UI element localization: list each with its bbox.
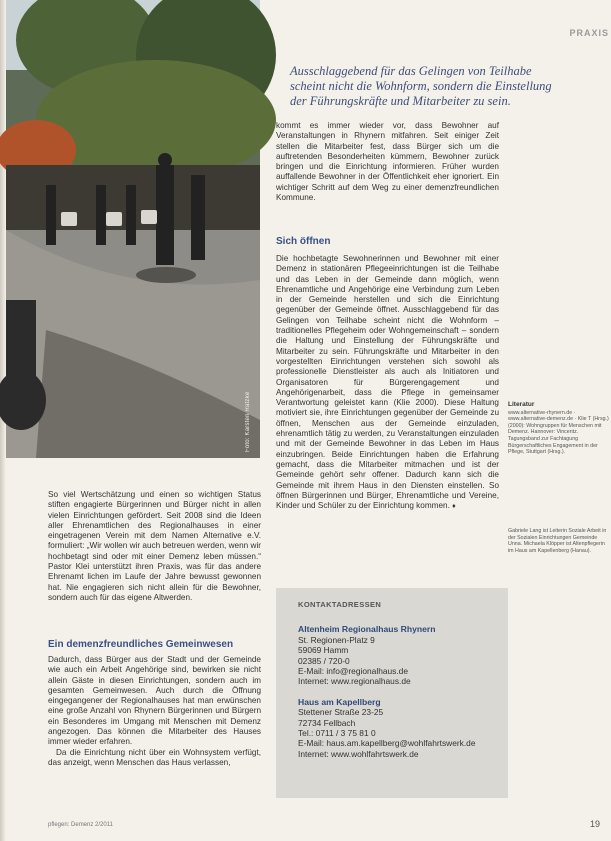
body-paragraph	[276, 254, 499, 512]
literature-title: Literatur	[508, 401, 535, 408]
parade-photo	[6, 0, 260, 458]
contact-city-line: 59069 Hamm	[298, 645, 349, 656]
end-mark: ♦	[452, 503, 456, 511]
contact-email-link[interactable]: E-Mail: info@regionalhaus.de	[298, 666, 408, 677]
left-column-body-2	[48, 655, 261, 768]
heading-sich-oeffnen: Sich öffnen	[276, 236, 331, 247]
body-paragraph: So viel Wertschätzung und einen so wichtigen Status stiften engagierte Bürgerinnen und Bürger nicht in allen vielen Einrichtungen gefördert. Seit 2008 sind die Ideen aller Ehrenamtlichen des Regionalhauses in einer eingetragenen Verein mit dem Namen Alternative e.V. formuliert: „Wir wollen wir auch betreuen werden, wenn wir hochbetagt sind oder mit einer Demenz leben müssen.“ Pastor Klei unterstützt ihren Praxis, was für das andere Ehrenamt lichen im Laufe der Jahre bewusst gewonnen hat. Nie engagieren sich nicht allein für die Bewohner, sondern auch für das eigene Altwerden.	[48, 490, 261, 602]
literature-note	[508, 401, 611, 456]
right-column-body	[276, 254, 499, 512]
contact-website-link[interactable]: Internet: www.regionalhaus.de	[298, 676, 411, 687]
contact-address-line: St. Regionen-Platz 9	[298, 634, 375, 645]
contact-email-link[interactable]: E-Mail: haus.am.kapellberg@wohlfahrtswerk.de	[298, 738, 476, 749]
contact-box	[276, 588, 508, 798]
body-paragraph: Da die Einrichtung nicht über ein Wohnsystem verfügt, das anzeigt, wenn Menschen das Haus verlassen,	[48, 747, 261, 767]
contact-entry	[298, 697, 498, 759]
contact-phone-line: Tel.: 0711 / 3 75 81 0	[298, 728, 376, 739]
body-paragraph-text: Die hochbetagte Sewohnerinnen und Bewohner mit einer Demenz in stationären Pflegeeinrichtungen ist die Teilhabe und das Leben in der Gemeinde dann möglich, wenn Ehrenamtliche und Angehörige eine Verbindung zum Leben in der Gemeinde herstellen und sich die Einrichtung gegenüber der Gemeinde öffnet. Ausschlaggebend für das Gelingen von Teilhabe scheint nicht die Wohnform – traditionelles Pflegeheim oder Wohngemeinschaft – sondern die Haltung und Einstellung der Führungskräfte und Mitarbeiter zu sein. Führungskräfte und Mitarbeiter in den vorgestellten Einrichtungen verstehen sich sowohl als professionelle Dienstleister als auch als Initiatoren und Organisatoren für Bürgerengagement und Angehörigenarbeit, dass die Pflege in gemeinsamer Verantwortung geleistet kann (Klie 2000). Diese Haltung motiviert sie, ihre Einrichtungen gegenüber der Gemeinde zu öffnen, Menschen aus der Gemeinde einzuladen, ehrenamtlich tätig zu werden, zu Veranstaltungen einzuladen und mit der Gemeinde Bewohner in das Leben im Haus einzubringen. Beide Einrichtungen haben die Erfahrung gemacht, dass die Mitarbeiter mitmachen und ist der Gemeinde gehört sehr offener. Dadurch kann sich die Gemeinde mit ihrem Haus in den Diensten einstellen. So öffnen Bürgerinnen und Bürger, Ehrenamtliche und Vereine, Kinder und Schüler zu der Einrichtung kommen.	[276, 254, 499, 511]
photo-credit: Foto: Karsten Ratzke	[245, 391, 251, 452]
contact-address-line: Stettener Straße 23-25	[298, 707, 384, 718]
body-paragraph: Dadurch, dass Bürger aus der Stadt und der Gemeinde wie auch ein Arbeit Angehörige sind, bewirken sie nicht allein Gäste in diesen Einrichtungen, sondern auch im gesamten Gemeinwesen. Auch durch die Öffnung eingegangener der Regionalhauses hat man erwünschen eine große Anzahl von Rhynern Bürgerinnen und Bürgern ein Besonderes im Umgang mit Menschen mit Demenz angezogen. Das können die Mitarbeiter des Hauses immer wieder erfahren.	[48, 655, 261, 747]
contact-phone-line: 02385 / 720-0	[298, 655, 350, 666]
left-column-body	[48, 490, 261, 603]
contact-name: Haus am Kapellberg	[298, 696, 381, 707]
literature-text: www.alternative-rhynern.de · www.alternative-demenz.de · Klie T (Hrsg.) (2000): Wohngruppen für Menschen mit Demenz. Hannover: Vincentz. Tagungsband zur Fachtagung Bürgerschaftliches Engagement in der Pflege, Stuttgart (Hrsg.).	[508, 409, 609, 456]
parade-photo-illustration	[6, 0, 260, 458]
contact-city-line: 72734 Fellbach	[298, 717, 356, 728]
contact-entry	[298, 624, 498, 686]
right-column-intro	[276, 121, 499, 203]
pull-quote: Ausschlaggebend für das Gelingen von Teilhabe scheint nicht die Wohnform, sondern die Einstellung der Führungskräfte und Mitarbeiter zu sein.	[290, 64, 552, 108]
contact-website-link[interactable]: Internet: www.wohlfahrtswerk.de	[298, 748, 419, 759]
contact-name: Altenheim Regionalhaus Rhynern	[298, 624, 436, 635]
intro-paragraph: kommt es immer wieder vor, dass Bewohner auf Veranstaltungen in Rhynern mitfahren. Seit einiger Zeit stellen die Mitarbeiter fest, dass Bürger sich um die auftretenden Besonderheiten kümmern, Bewohner zurück bringen und die Einrichtung informieren. Früher wurden auffallende Bewohner in der Öffentlichkeit eher ignoriert. Ein wichtiger Schritt auf dem Weg zu einer demenzfreundlichen Kommune.	[276, 121, 499, 203]
issue-footer: pflegen: Demenz 2/2011	[48, 822, 113, 828]
heading-demenzfreundliches-gemeinwesen: Ein demenzfreundliches Gemeinwesen	[48, 639, 234, 650]
author-note: Gabriele Lang ist Leiterin Soziale Arbeit in der Sozialen Einrichtungen Gemeinde Unna. Michaela Klöpper ist Altenpflegerin im Haus am Kapellenberg (Hanau).	[508, 528, 607, 554]
contact-title: KONTAKTADRESSEN	[298, 600, 382, 609]
page-number: 19	[590, 819, 601, 829]
section-label: PRAXIS	[569, 28, 609, 38]
